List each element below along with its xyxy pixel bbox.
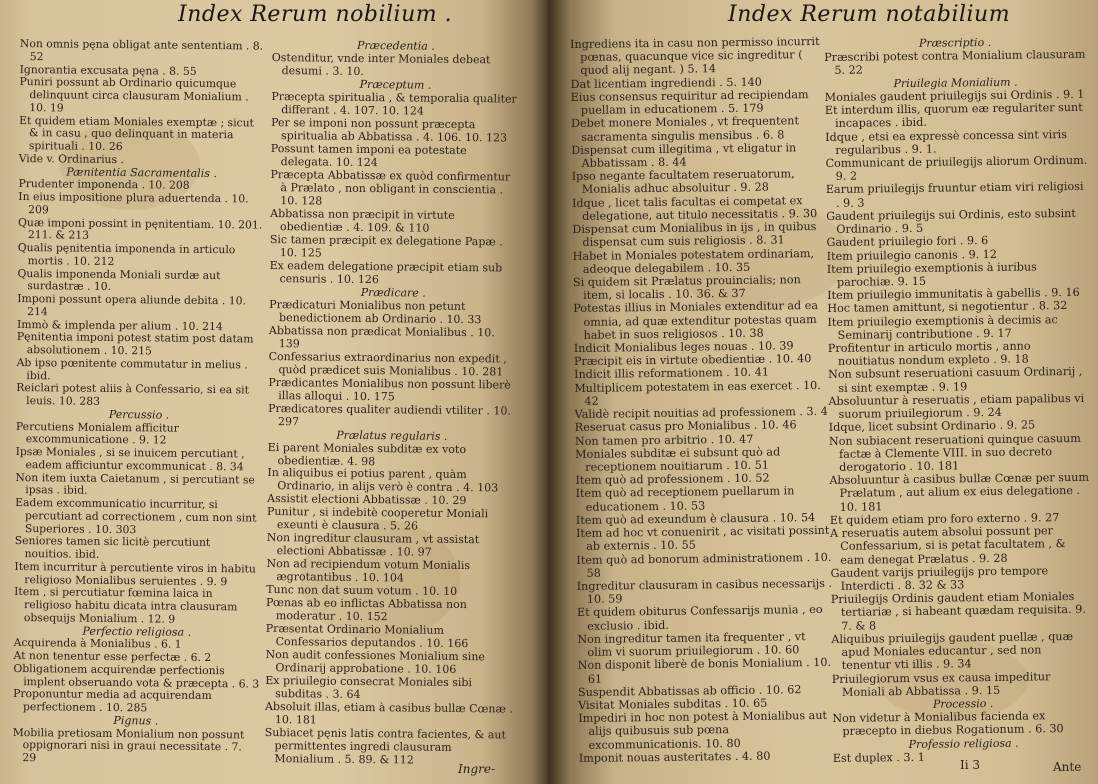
index-entry: Imponit nouas austeritates . 4. 80 [578, 749, 771, 765]
index-entry: Vide v. Ordinarius . [18, 151, 125, 166]
index-entry: Moniales gaudent priuilegijs sui Ordinis . 9. 1 [824, 87, 1085, 104]
index-entry: Non item iuxta Caietanum , si percutiant se ipsas . ibid. [15, 470, 255, 497]
left-page-header: Index Rerum nobilium . [178, 2, 453, 27]
index-entry: Absoluuntur à casibus bullæ Cœnæ per suum Prælatum , aut alium ex eius delegatione . 10. 181 [829, 471, 1090, 514]
index-entry: Item incurritur à percutiente viros in habitu religioso Monialibus seruientes . 9. 9 [14, 559, 256, 588]
index-entry: Absoluit illas, etiam à casibus bullæ Cœnæ . 10. 181 [264, 700, 513, 727]
index-entry: Dispensat cum illegitima , vt eligatur in Abbatissam . 8. 44 [571, 140, 797, 170]
index-subheading: Professio religiosa . [908, 736, 1019, 751]
index-entry: Non subsunt reseruationi casuum Ordinarij , si sint exemptæ . 9. 19 [828, 365, 1083, 395]
index-entry: Imponi possunt opera aliunde debita . 10. 214 [17, 291, 246, 319]
index-entry: Præcepta Abbatissæ ex quòd confirmentur à Prælato , non obligant in conscientia . 10. 128 [270, 167, 511, 208]
index-entry: Prædicaturi Monialibus non petunt benedictionem ab Ordinario . 10. 33 [269, 297, 482, 326]
index-entry: Gaudent priuilegijs sui Ordinis, esto subsint Ordinario . 9. 5 [826, 206, 1076, 236]
index-entry: Multiplicem potestatem in eas exercet . 10. 42 [574, 378, 821, 408]
index-entry: Quæ imponi possint in pęnitentiam. 10. 201. 211. & 213 [18, 215, 263, 242]
index-entry: Est duplex . 3. 1 [832, 750, 925, 765]
index-subheading: Præscriptio . [918, 35, 992, 50]
left-page [0, 0, 548, 784]
index-entry: Et quidem etiam Moniales exemptæ ; sicut & in casu , quo delinquant in materia spirituali . 10. 26 [19, 113, 254, 154]
index-entry: Immò & implenda per alium . 10. 214 [16, 317, 223, 333]
index-entry: Absoluuntur à reseruatis , etiam papalibus vi suorum priuilegiorum . 9. 24 [828, 391, 1085, 421]
index-entry: Puniri possunt ab Ordinario quicumque delinquunt circa clausuram Monialium . 10. 19 [19, 75, 249, 115]
index-subheading: Perfectio religiosa . [82, 624, 192, 639]
index-entry: Item priuilegio exemptionis à decimis ac Seminarij contributione . 9. 17 [827, 312, 1058, 342]
index-entry: Non videtur à Monialibus facienda ex præcepto in diebus Rogationum . 6. 30 [832, 709, 1064, 739]
index-entry: Item , si percutiatur fœmina laica in religioso habitu dicata intra clausuram obsequijs Monialium . 12. 9 [14, 585, 238, 626]
index-entry: Non ingreditur tamen ita frequenter , vt olim vi suorum priuilegiorum . 10. 60 [577, 630, 806, 659]
index-entry: Ingreditur clausuram in casibus necessarijs . 10. 59 [576, 576, 833, 607]
index-entry: Si quidem sit Prælatus prouincialis; non item, si localis . 10. 36. & 37 [572, 273, 801, 303]
index-entry: Præcipit eis in virtute obedientiæ . 10. 40 [573, 352, 812, 369]
index-entry: Non audit confessiones Monialium sine Ordinarij approbatione . 10. 106 [265, 648, 486, 677]
index-entry: Ignorantia excusata pęna . 8. 55 [19, 62, 197, 78]
index-subheading: Præceptum . [359, 77, 432, 92]
index-subheading: Percussio . [108, 407, 170, 422]
index-entry: Item quò ad receptionem puellarum in educationem . 10. 53 [575, 484, 795, 514]
index-entry: Non subiacent reseruationi quinque casuum factæ à Clemente VIII. in suo decreto derogatorio . 10. 181 [828, 431, 1081, 474]
index-entry: Qualis pęnitentia imponenda in articulo mortis . 10. 212 [17, 240, 236, 268]
index-entry: Ipso negante facultatem reseruatorum, Monialis adhuc absoluitur . 9. 28 [571, 167, 795, 197]
index-entry: Item quò ad bonorum administrationem . 10. 58 [576, 550, 832, 580]
index-entry: Possunt tamen imponi ea potestate delegata. 10. 124 [270, 141, 467, 169]
index-entry: Validè recipit nouitias ad professionem . 3. 4 [574, 405, 828, 422]
index-entry: Potestas illius in Moniales extenditur ad ea omnia, ad quæ extenditur potestas quam habet in suos religiosos . 10. 38 [573, 299, 819, 342]
index-entry: Item priuilegio canonis . 9. 12 [826, 247, 998, 263]
index-entry: Seniores tamen sic licitè percutiunt nouitios. ibid. [14, 534, 211, 561]
index-entry: Dispensat cum Monialibus in ijs , in quibus dispensat cum suis religiosis . 8. 31 [572, 220, 817, 250]
index-entry: Proponuntur media ad acquirendam perfectionem . 10. 285 [13, 687, 212, 715]
index-entry: Abbatissa non prædicat Monialibus . 10. 139 [268, 323, 495, 350]
index-entry: Subiacet pęnis latis contra facientes, & aut permittentes ingredi clausuram Monialium . 5. 89. & 112 [264, 726, 506, 767]
index-entry: Pœnas ab eo inflictas Abbatissa non moderatur . 10. 152 [266, 596, 467, 624]
left-index-column-2 [264, 38, 520, 768]
index-entry: Indicit Monialibus leges nouas . 10. 39 [573, 339, 794, 356]
index-entry: Idque , licet talis facultas ei competat ex delegatione, aut titulo necessitatis . 9. 30 [571, 193, 818, 223]
index-entry: Debet monere Moniales , vt frequentent sacramenta singulis mensibus . 6. 8 [570, 114, 799, 144]
index-entry: Non tamen pro arbitrio . 10. 47 [574, 432, 754, 448]
index-entry: Habet in Moniales potestatem ordinariam, adeoque delegabilem . 10. 35 [572, 246, 815, 276]
index-entry: Per se imponi non possunt præcepta spiritualia ab Abbatissa . 4. 106. 10. 123 [271, 115, 508, 145]
index-entry: Non ingreditur clausuram , vt assistat electioni Abbatissæ . 10. 97 [266, 531, 480, 560]
index-entry: Ingrediens ita in casu non permisso incurrit pœnas, quacunque vice sic ingreditur ( quod alij negant. ) 5. 14 [570, 34, 820, 78]
right-index-column-1 [570, 35, 835, 765]
right-page [548, 0, 1098, 784]
index-entry: Indicit illis reformationem . 10. 41 [574, 366, 770, 382]
right-page-header: Index Rerum notabilium [728, 2, 1011, 27]
index-entry: Visitat Moniales subditas . 10. 65 [578, 696, 768, 712]
index-entry: Ostenditur, vnde inter Moniales debeat desumi . 3. 10. [271, 50, 491, 78]
index-entry: Priuilegijs Ordinis gaudent etiam Moniales tertiariæ , si habeant quædam requisita. 9. 7. & 8 [830, 590, 1086, 633]
index-subheading: Priuilegia Monialium . [893, 75, 1018, 90]
left-index-column-1 [12, 38, 266, 767]
index-entry: Earum priuilegijs fruuntur etiam viri religiosi . 9. 3 [825, 180, 1084, 210]
index-entry: Præscribi potest contra Monialium clausuram 5. 22 [824, 48, 1086, 78]
index-entry: Præsentat Ordinario Monialium Confessarios deputandos . 10. 166 [265, 622, 469, 651]
index-entry: Sic tamen præcipit ex delegatione Papæ . 10. 125 [269, 232, 503, 260]
index-subheading: Prædicare . [360, 285, 426, 300]
index-entry: Obligationem acquirendæ perfectionis implent obseruando vota & præcepta . 6. 3 [13, 661, 260, 691]
index-entry: Punitur , si indebitè cooperetur Moniali exeunti è clausura . 5. 26 [266, 505, 489, 533]
index-entry: Gaudent priuilegio fori . 9. 6 [826, 234, 989, 250]
index-entry: In eius impositione plura aduertenda . 10. 209 [18, 189, 249, 217]
index-entry: Eius consensus requiritur ad recipiendam puellam in educationem . 5. 179 [570, 87, 809, 117]
index-entry: Non disponit liberè de bonis Monialium . 10. 61 [577, 656, 832, 686]
index-subheading: Processio . [932, 696, 994, 711]
index-entry: Item priuilegio immunitatis à gabellis . 9. 16 [827, 286, 1080, 303]
index-entry: In aliquibus ei potius parent , quàm Ordinario, in alijs verò è contra . 4. 103 [267, 466, 499, 495]
index-entry: Abbatissa non præcipit in virtute obedientiæ . 4. 109. & 110 [270, 206, 455, 235]
index-entry: Assistit electioni Abbatissæ . 10. 29 [267, 492, 467, 508]
index-entry: Ab ipso pœnitente commutatur in melius . ibid. [16, 355, 248, 382]
index-entry: Prædicatores qualiter audiendi vtiliter . 10. 297 [268, 401, 512, 428]
index-entry: Profitentur in articulo mortis , anno nouitiatus nondum expleto . 9. 18 [827, 339, 1031, 369]
index-entry: Qualis imponenda Moniali surdæ aut surdastræ . 10. [17, 266, 221, 294]
index-entry: Idque, licet subsint Ordinario . 9. 25 [828, 418, 1036, 435]
index-entry: Ex priuilegio consecrat Moniales sibi subditas . 3. 64 [265, 674, 473, 702]
index-entry: Pęnitentia imponi potest statim post datam absolutionem . 10. 215 [16, 330, 254, 358]
index-entry: Idque , etsi ea expressè concessa sint viris regularibus . 9. 1. [825, 127, 1068, 157]
index-entry: Præcepta spiritualia , & temporalia qualiter differant . 4. 107. 10. 124 [271, 89, 517, 118]
right-catchword: Ante [1053, 760, 1082, 774]
index-subheading: Prælatus regularis . [336, 428, 448, 443]
index-entry: Impediri in hoc non potest à Monialibus aut alijs quibusuis sub pœna excommunicationis. 10. 80 [578, 709, 828, 752]
index-entry: Acquirenda à Monialibus . 6. 1 [13, 636, 182, 651]
index-entry: Hoc tamen amittunt, si negotientur . 8. 32 [827, 299, 1068, 316]
index-entry: Et quidem obiturus Confessarijs munia , eo exclusio . ibid. [576, 603, 823, 633]
index-entry: Communicant de priuilegijs aliorum Ordinum. 9. 2 [825, 153, 1088, 184]
index-entry: Confessarius extraordinarius non expedit , quòd prædicet suis Monialibus . 10. 281 [268, 349, 507, 379]
index-entry: Et quidem etiam pro foro externo . 9. 27 [829, 511, 1060, 527]
index-entry: Non omnis pęna obligat ante sententiam . 8. 52 [19, 37, 264, 63]
index-subheading: Pænitentia Sacramentalis . [66, 164, 217, 180]
index-entry: Ei parent Moniales subditæ ex voto obedientiæ. 4. 98 [267, 440, 467, 468]
index-entry: Tunc non dat suum votum . 10. 10 [266, 583, 458, 599]
index-entry: Reseruat casus pro Monialibus . 10. 46 [574, 418, 797, 435]
index-entry: Mobilia pretiosam Monialium non possunt oppignorari nisi in graui necessitate . 7. 29 [12, 725, 245, 765]
index-entry: Dat licentiam ingrediendi . 5. 140 [570, 75, 762, 91]
left-catchword: Ingre- [458, 762, 496, 776]
index-entry: Suspendit Abbatissas ab officio . 10. 62 [577, 682, 802, 699]
index-entry: Item ad hoc vt conuenirit , ac visitati possint ab externis . 10. 55 [575, 523, 830, 554]
index-entry: Gaudent varijs priuilegijs pro tempore Interdicti . 8. 32 & 33 [830, 564, 1049, 593]
right-index-column-2 [824, 35, 1095, 765]
index-entry: Item quò ad exeundum è clausura . 10. 54 [575, 510, 816, 527]
index-entry: Prudenter imponenda . 10. 208 [18, 177, 190, 193]
index-entry: Item quò ad professionem . 10. 52 [575, 471, 770, 488]
index-entry: Percutiens Monialem afficitur excommunicatione . 9. 12 [15, 419, 179, 447]
index-entry: Aliquibus priuilegijs gaudent puellæ , quæ apud Moniales educantur , sed non tenentur vti illis . 9. 34 [831, 629, 1074, 673]
index-entry: Item priuilegio exemptionis à iuribus parochiæ. 9. 15 [826, 260, 1037, 289]
index-entry: Moniales subditæ ei subsunt quò ad receptionem nouitiarum . 10. 51 [575, 445, 781, 474]
index-entry: Ex eadem delegatione præcipit etiam sub censuris . 10. 126 [269, 258, 503, 286]
signature-mark: Ii 3 [960, 758, 981, 772]
index-entry: Ipsæ Moniales , si se inuicem percutiant , eadem afficiuntur excommunicat . 8. 34 [15, 444, 245, 474]
index-entry: Priuilegiorum vsus ex causa impeditur Moniali ab Abbatissa . 9. 15 [831, 669, 1051, 699]
index-entry: Et interdum illis, quorum eæ regulariter sunt incapaces . ibid. [824, 100, 1083, 131]
index-entry: Eadem excommunicatio incurritur, si percutiant ad correctionem , cum non sint Superiores . 10. 303 [15, 495, 257, 536]
index-entry: Reiclari potest aliis à Confessario, si ea sit leuis. 10. 283 [16, 381, 250, 408]
index-subheading: Pignus . [113, 713, 159, 728]
index-subheading: Præcedentia . [356, 38, 435, 53]
index-entry: At non tenentur esse perfectæ . 6. 2 [13, 648, 212, 665]
index-entry: A reseruatis autem absolui possunt per Confessarium, si is petat facultatem , & eam denegat Prælatus . 9. 28 [829, 524, 1066, 567]
index-entry: Prædicantes Monialibus non possunt liberè illas alloqui . 10. 175 [268, 375, 511, 403]
index-entry: Non ad recipiendum votum Monialis ægrotantibus . 10. 104 [266, 557, 471, 585]
